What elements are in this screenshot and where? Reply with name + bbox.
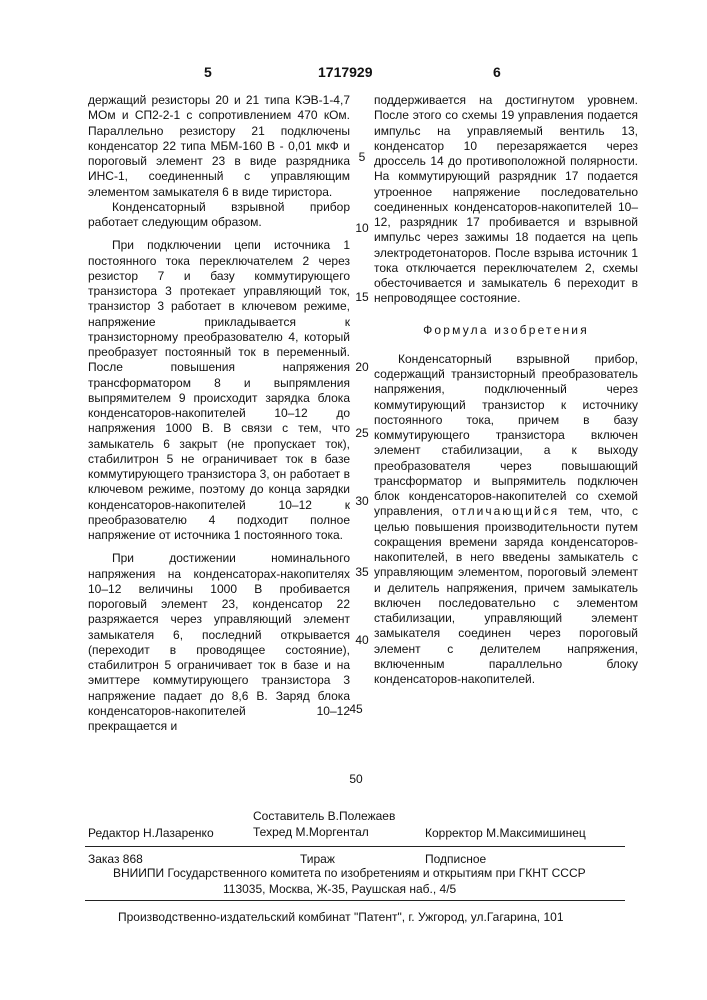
patent-number: 1717929 — [318, 64, 373, 80]
divider — [85, 900, 625, 901]
claim-text — [374, 352, 638, 688]
line-number: 15 — [351, 290, 373, 304]
subscription: Подписное — [425, 852, 486, 866]
line-number: 10 — [351, 221, 373, 235]
left-paragraph-1: держащий резисторы 20 и 21 типа КЭВ-1-4,7 МОм и СП2-2-1 с сопротивлением 470 кОм. Параллельно резистору 21 подключены конденсатор 22 типа МБМ-160 В - 0,01 мкФ и пороговый элемент 23 в виде разрядника ИНС-1, соединенный с управляющим элементом замыкателя 6 в виде тиристора. — [88, 93, 350, 200]
editor: Редактор Н.Лазаренко — [88, 826, 214, 840]
left-page-number: 5 — [204, 64, 212, 80]
order: Заказ 868 — [88, 852, 143, 866]
line-number: 45 — [345, 702, 367, 716]
right-paragraph-1: поддерживается на достигнутом уровнем. После этого со схемы 19 управления подается импульс на управляемый вентиль 13, конденсатор 10 перезаряжается через дроссель 14 до противоположной полярности. На коммутирующий разрядник 17 подается утроенное напряжение последовательно соединенных конденсаторов-накопителей 10–12, разрядник 17 пробивается и взрывной импульс через зажимы 18 подается на цепь электродетонаторов. После взрыва источник 1 тока отключается переключателем 2, схемы обесточивается и замыкатель 6 переходит в непроводящее состояние. — [374, 93, 638, 307]
line-number: 50 — [345, 772, 367, 786]
claims-title: Формула изобретения — [374, 323, 638, 338]
org-line-2: 113035, Москва, Ж-35, Раушская наб., 4/5 — [223, 882, 456, 896]
right-column — [374, 93, 638, 687]
line-number: 30 — [351, 494, 373, 508]
org-line-1: ВНИИПИ Государственного комитета по изобретениям и открытиям при ГКНТ СССР — [113, 866, 586, 880]
claim-distinguishing: отличающийся — [452, 504, 559, 518]
line-number: 20 — [351, 360, 373, 374]
techred: Техред М.Моргентал — [253, 825, 369, 839]
left-paragraph-3: При подключении цепи источника 1 постоянного тока переключателем 2 через резистор 7 и базу коммутирующего транзистора 3 протекает управляющий ток, транзистор 3 работает в ключевом режиме, напряжение прикладывается к транзисторному преобразователю 4, который преобразует постоянный ток в переменный. После повышения напряжения трансформатором 8 и выпрямления выпрямителем 9 происходит зарядка блока конденсаторов-накопителей 10–12 до напряжения 1000 В. В связи с тем, что замыкатель 6 закрыт (не пропускает ток), стабилитрон 5 не ограничивает ток в базе коммутирующего транзистора 3, он работает в ключевом режиме, поэтому до конца зарядки конденсаторов-накопителей 10–12 к преобразователю 4 подходит полное напряжение от источника 1 постоянного тока. — [88, 238, 350, 543]
left-paragraph-2: Конденсаторный взрывной прибор работает следующим образом. — [88, 200, 350, 231]
line-number: 40 — [351, 633, 373, 647]
divider — [85, 846, 625, 847]
circulation: Тираж — [300, 852, 335, 866]
line-number: 5 — [351, 150, 373, 164]
claim-start: Конденсаторный взрывной прибор, содержащий транзисторный преобразователь напряжения, подключенный через коммутирующий транзистор к источнику постоянного тока, причем в базу коммутирующего транзистора включен элемент стабилизации, а к выходу преобразователя через повышающий трансформатор и выпрямитель подключен блок конденсаторов-накопителей со схемой управления, — [374, 352, 638, 519]
left-paragraph-4: При достижении номинального напряжения на конденсаторах-накопителях 10–12 величины 1000 В пробивается пороговый элемент 23, конденсатор 22 разряжается через управляющий элемент замыкателя 6, последний открывается (переходит в проводящее состояние), стабилитрон 5 ограничивает ток в базе и на эмиттере коммутирующего транзистора 3 напряжение падает до 8,6 В. Заряд блока конденсаторов-накопителей 10–12 прекращается и — [88, 551, 350, 734]
publisher: Производственно-издательский комбинат "Патент", г. Ужгород, ул.Гагарина, 101 — [118, 910, 564, 924]
claim-end: тем, что, с целью повышения производительности путем сокращения времени заряда конденсаторов-накопителей, в него введены замыкатель с управляющим элементом, пороговый элемент и делитель напряжения, причем замыкатель включен последовательно с элементом стабилизации, управляющий элемент замыкателя соединен через пороговый элемент с делителем напряжения, включенным параллельно блоку конденсаторов-накопителей. — [374, 504, 638, 686]
line-number: 35 — [351, 565, 373, 579]
line-number: 25 — [351, 426, 373, 440]
compiler: Составитель В.Полежаев — [253, 809, 395, 823]
left-column — [88, 93, 350, 734]
corrector: Корректор М.Максимишинец — [425, 826, 586, 840]
right-page-number: 6 — [493, 64, 501, 80]
